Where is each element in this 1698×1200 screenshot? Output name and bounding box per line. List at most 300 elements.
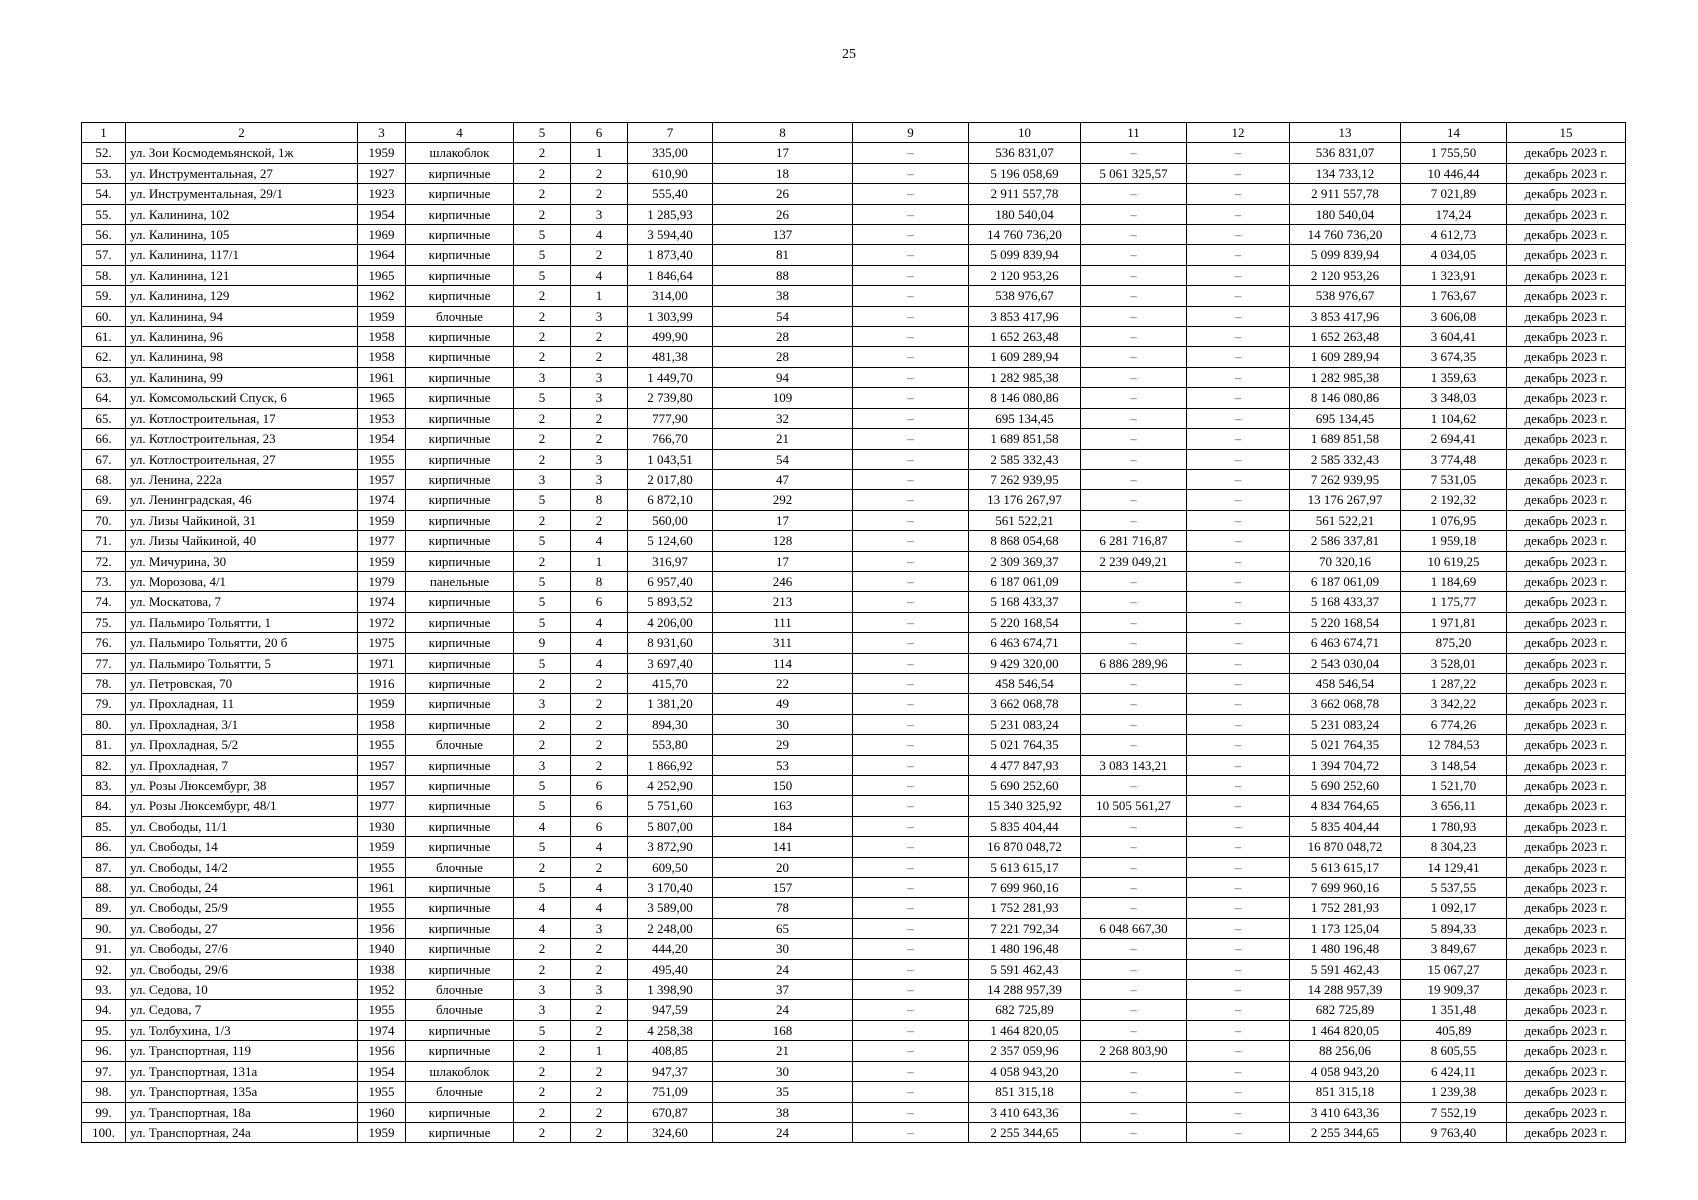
table-cell: кирпичные	[406, 551, 514, 571]
table-cell: декабрь 2023 г.	[1507, 163, 1626, 183]
table-cell: ул. Пальмиро Тольятти, 1	[126, 612, 358, 632]
table-cell: 495,40	[628, 959, 713, 979]
table-cell: 6 774,26	[1401, 714, 1507, 734]
table-cell: декабрь 2023 г.	[1507, 878, 1626, 898]
table-cell: 5 220 168,54	[1290, 612, 1401, 632]
table-cell: –	[853, 755, 969, 775]
table-cell: 19 909,37	[1401, 980, 1507, 1000]
table-cell: 1 394 704,72	[1290, 755, 1401, 775]
table-cell: 1957	[358, 469, 406, 489]
table-cell: 5	[514, 571, 571, 591]
table-cell: –	[1081, 694, 1187, 714]
table-cell: кирпичные	[406, 1122, 514, 1142]
table-cell: –	[853, 449, 969, 469]
table-cell: –	[1187, 1020, 1290, 1040]
table-cell: –	[853, 1102, 969, 1122]
table-cell: 2	[571, 408, 628, 428]
table-cell: 1956	[358, 918, 406, 938]
table-cell: 2	[514, 1061, 571, 1081]
table-cell: 134 733,12	[1290, 163, 1401, 183]
table-cell: –	[1187, 225, 1290, 245]
table-cell: –	[853, 265, 969, 285]
table-cell: 64.	[82, 388, 126, 408]
table-cell: 1 104,62	[1401, 408, 1507, 428]
table-cell: –	[853, 327, 969, 347]
table-cell: 3 697,40	[628, 653, 713, 673]
column-header: 12	[1187, 123, 1290, 143]
table-cell: 335,00	[628, 143, 713, 163]
table-cell: 87.	[82, 857, 126, 877]
table-cell: 1	[571, 551, 628, 571]
housing-table	[81, 122, 1626, 1143]
table-cell: 3 083 143,21	[1081, 755, 1187, 775]
table-cell: 1	[571, 286, 628, 306]
table-cell: 5	[514, 531, 571, 551]
table-cell: декабрь 2023 г.	[1507, 306, 1626, 326]
table-cell: ул. Прохладная, 7	[126, 755, 358, 775]
table-cell: 1 381,20	[628, 694, 713, 714]
table-cell: –	[853, 306, 969, 326]
table-cell: –	[1187, 1082, 1290, 1102]
table-cell: –	[1081, 225, 1187, 245]
table-cell: 2	[514, 1041, 571, 1061]
table-cell: –	[853, 1020, 969, 1040]
table-cell: 1 652 263,48	[1290, 327, 1401, 347]
table-cell: 26	[713, 204, 853, 224]
table-cell: 246	[713, 571, 853, 591]
table-row	[82, 1102, 1626, 1122]
table-cell: кирпичные	[406, 959, 514, 979]
table-cell: 5 124,60	[628, 531, 713, 551]
table-cell: 2	[571, 714, 628, 734]
table-cell: декабрь 2023 г.	[1507, 184, 1626, 204]
table-cell: 15 340 325,92	[969, 796, 1081, 816]
table-row	[82, 653, 1626, 673]
table-cell: –	[1187, 653, 1290, 673]
table-cell: –	[853, 490, 969, 510]
table-cell: 80.	[82, 714, 126, 734]
table-cell: 1927	[358, 163, 406, 183]
table-cell: ул. Инструментальная, 27	[126, 163, 358, 183]
table-cell: 30	[713, 714, 853, 734]
table-cell: 2	[514, 1102, 571, 1122]
table-cell: 1960	[358, 1102, 406, 1122]
table-cell: кирпичные	[406, 714, 514, 734]
table-cell: 3 410 643,36	[1290, 1102, 1401, 1122]
table-cell: 1 351,48	[1401, 1000, 1507, 1020]
table-cell: –	[853, 592, 969, 612]
table-cell: –	[1081, 347, 1187, 367]
table-cell: 1 780,93	[1401, 816, 1507, 836]
table-cell: 16 870 048,72	[969, 837, 1081, 857]
table-cell: 3 662 068,78	[1290, 694, 1401, 714]
table-cell: 5	[514, 490, 571, 510]
table-cell: кирпичные	[406, 531, 514, 551]
table-cell: –	[853, 633, 969, 653]
table-cell: 49	[713, 694, 853, 714]
table-cell: –	[853, 837, 969, 857]
table-cell: 86.	[82, 837, 126, 857]
table-cell: 16 870 048,72	[1290, 837, 1401, 857]
table-row	[82, 367, 1626, 387]
table-cell: 66.	[82, 429, 126, 449]
table-row	[82, 694, 1626, 714]
table-cell: 1971	[358, 653, 406, 673]
table-cell: 2 357 059,96	[969, 1041, 1081, 1061]
table-cell: 1952	[358, 980, 406, 1000]
table-cell: 4 058 943,20	[1290, 1061, 1401, 1081]
table-row	[82, 163, 1626, 183]
table-cell: кирпичные	[406, 490, 514, 510]
table-cell: ул. Свободы, 29/6	[126, 959, 358, 979]
table-cell: 78	[713, 898, 853, 918]
table-cell: кирпичные	[406, 694, 514, 714]
table-cell: кирпичные	[406, 286, 514, 306]
table-cell: ул. Свободы, 24	[126, 878, 358, 898]
table-cell: 6	[571, 776, 628, 796]
table-cell: 4	[514, 816, 571, 836]
table-cell: 4	[571, 225, 628, 245]
table-cell: 894,30	[628, 714, 713, 734]
table-cell: 1 866,92	[628, 755, 713, 775]
table-cell: –	[1187, 857, 1290, 877]
table-cell: 1923	[358, 184, 406, 204]
table-cell: –	[853, 510, 969, 530]
table-cell: 65	[713, 918, 853, 938]
table-cell: 1955	[358, 898, 406, 918]
table-cell: 26	[713, 184, 853, 204]
column-header: 15	[1507, 123, 1626, 143]
table-cell: 4 034,05	[1401, 245, 1507, 265]
table-cell: –	[1187, 755, 1290, 775]
table-row	[82, 918, 1626, 938]
table-cell: 2	[571, 694, 628, 714]
table-cell: 2 120 953,26	[1290, 265, 1401, 285]
table-cell: –	[1187, 429, 1290, 449]
table-cell: 5 099 839,94	[969, 245, 1081, 265]
table-cell: 1940	[358, 939, 406, 959]
table-cell: 8	[571, 490, 628, 510]
table-cell: –	[853, 653, 969, 673]
table-cell: 947,37	[628, 1061, 713, 1081]
table-cell: декабрь 2023 г.	[1507, 673, 1626, 693]
table-cell: 3 674,35	[1401, 347, 1507, 367]
table-cell: 6 187 061,09	[969, 571, 1081, 591]
table-cell: 2	[514, 449, 571, 469]
table-cell: –	[1081, 612, 1187, 632]
table-cell: 5	[514, 388, 571, 408]
table-row	[82, 408, 1626, 428]
table-cell: 311	[713, 633, 853, 653]
table-cell: 70 320,16	[1290, 551, 1401, 571]
table-cell: –	[1187, 694, 1290, 714]
table-cell: 128	[713, 531, 853, 551]
table-cell: 213	[713, 592, 853, 612]
table-cell: 38	[713, 286, 853, 306]
table-cell: декабрь 2023 г.	[1507, 592, 1626, 612]
table-cell: –	[1081, 959, 1187, 979]
table-cell: –	[1187, 449, 1290, 469]
table-cell: 56.	[82, 225, 126, 245]
table-cell: 1 323,91	[1401, 265, 1507, 285]
table-cell: кирпичные	[406, 1020, 514, 1040]
table-cell: блочные	[406, 857, 514, 877]
table-cell: 3 872,90	[628, 837, 713, 857]
table-cell: 2	[571, 1102, 628, 1122]
table-cell: –	[853, 1122, 969, 1142]
table-cell: декабрь 2023 г.	[1507, 265, 1626, 285]
table-cell: 1 873,40	[628, 245, 713, 265]
table-cell: 1 609 289,94	[969, 347, 1081, 367]
table-cell: ул. Седова, 10	[126, 980, 358, 1000]
table-cell: ул. Котлостроительная, 27	[126, 449, 358, 469]
table-cell: 2	[514, 857, 571, 877]
table-cell: 5 690 252,60	[1290, 776, 1401, 796]
column-header: 13	[1290, 123, 1401, 143]
table-cell: 3 594,40	[628, 225, 713, 245]
table-cell: –	[853, 878, 969, 898]
table-row	[82, 735, 1626, 755]
column-header: 5	[514, 123, 571, 143]
table-cell: –	[1187, 816, 1290, 836]
table-cell: 766,70	[628, 429, 713, 449]
table-cell: декабрь 2023 г.	[1507, 245, 1626, 265]
table-cell: 111	[713, 612, 853, 632]
table-cell: 1957	[358, 776, 406, 796]
table-cell: кирпичные	[406, 163, 514, 183]
table-cell: 5 835 404,44	[1290, 816, 1401, 836]
table-cell: 536 831,07	[1290, 143, 1401, 163]
table-cell: 751,09	[628, 1082, 713, 1102]
table-cell: 10 505 561,27	[1081, 796, 1187, 816]
table-cell: ул. Калинина, 105	[126, 225, 358, 245]
table-cell: 1958	[358, 347, 406, 367]
table-cell: 57.	[82, 245, 126, 265]
table-cell: 1953	[358, 408, 406, 428]
table-cell: 1956	[358, 1041, 406, 1061]
table-cell: 6 424,11	[1401, 1061, 1507, 1081]
table-cell: 2 911 557,78	[969, 184, 1081, 204]
table-cell: 76.	[82, 633, 126, 653]
table-cell: декабрь 2023 г.	[1507, 1020, 1626, 1040]
table-cell: 2	[514, 347, 571, 367]
table-cell: 1 449,70	[628, 367, 713, 387]
table-row	[82, 939, 1626, 959]
table-cell: –	[1081, 1122, 1187, 1142]
table-cell: кирпичные	[406, 184, 514, 204]
table-cell: 71.	[82, 531, 126, 551]
table-cell: 1916	[358, 673, 406, 693]
table-cell: –	[853, 388, 969, 408]
table-cell: декабрь 2023 г.	[1507, 225, 1626, 245]
table-cell: 2 120 953,26	[969, 265, 1081, 285]
table-cell: –	[1081, 449, 1187, 469]
table-cell: 1 521,70	[1401, 776, 1507, 796]
table-cell: –	[1187, 633, 1290, 653]
table-cell: 35	[713, 1082, 853, 1102]
table-cell: 2 268 803,90	[1081, 1041, 1187, 1061]
table-cell: 1965	[358, 265, 406, 285]
table-row	[82, 857, 1626, 877]
table-cell: декабрь 2023 г.	[1507, 816, 1626, 836]
table-cell: 1959	[358, 1122, 406, 1142]
table-cell: ул. Транспортная, 131а	[126, 1061, 358, 1081]
table-cell: ул. Котлостроительная, 17	[126, 408, 358, 428]
table-cell: 2	[514, 673, 571, 693]
table-cell: ул. Калинина, 94	[126, 306, 358, 326]
table-row	[82, 959, 1626, 979]
table-cell: 2	[514, 143, 571, 163]
table-cell: 4	[571, 898, 628, 918]
table-cell: 3	[571, 388, 628, 408]
table-cell: 8 931,60	[628, 633, 713, 653]
table-cell: 96.	[82, 1041, 126, 1061]
table-cell: 81	[713, 245, 853, 265]
table-cell: –	[1081, 776, 1187, 796]
table-cell: 1 184,69	[1401, 571, 1507, 591]
table-cell: 24	[713, 1122, 853, 1142]
table-cell: 13 176 267,97	[969, 490, 1081, 510]
table-cell: кирпичные	[406, 837, 514, 857]
table-cell: 3 170,40	[628, 878, 713, 898]
table-cell: декабрь 2023 г.	[1507, 1041, 1626, 1061]
table-cell: 18	[713, 163, 853, 183]
table-cell: –	[1081, 571, 1187, 591]
table-cell: 3 589,00	[628, 898, 713, 918]
table-cell: ул. Лизы Чайкиной, 40	[126, 531, 358, 551]
table-cell: 2 309 369,37	[969, 551, 1081, 571]
table-cell: –	[1081, 633, 1187, 653]
table-cell: 3 604,41	[1401, 327, 1507, 347]
column-header: 7	[628, 123, 713, 143]
table-cell: декабрь 2023 г.	[1507, 1000, 1626, 1020]
table-cell: декабрь 2023 г.	[1507, 531, 1626, 551]
table-cell: 1969	[358, 225, 406, 245]
table-cell: 10 619,25	[1401, 551, 1507, 571]
table-cell: 1930	[358, 816, 406, 836]
table-cell: 7 262 939,95	[969, 469, 1081, 489]
table-row	[82, 796, 1626, 816]
table-cell: –	[1187, 673, 1290, 693]
table-cell: ул. Москатова, 7	[126, 592, 358, 612]
table-cell: –	[1081, 735, 1187, 755]
table-cell: 682 725,89	[969, 1000, 1081, 1020]
table-cell: 2	[514, 939, 571, 959]
table-cell: 2 585 332,43	[1290, 449, 1401, 469]
table-cell: декабрь 2023 г.	[1507, 347, 1626, 367]
table-cell: –	[853, 245, 969, 265]
table-cell: –	[853, 959, 969, 979]
table-cell: 1965	[358, 388, 406, 408]
table-cell: 405,89	[1401, 1020, 1507, 1040]
table-cell: –	[853, 898, 969, 918]
table-cell: 6	[571, 816, 628, 836]
table-cell: –	[853, 918, 969, 938]
table-cell: –	[1081, 286, 1187, 306]
table-cell: 851 315,18	[1290, 1082, 1401, 1102]
table-cell: ул. Пальмиро Тольятти, 20 б	[126, 633, 358, 653]
table-cell: –	[853, 939, 969, 959]
table-cell: 17	[713, 143, 853, 163]
table-cell: 2	[514, 735, 571, 755]
table-cell: 74.	[82, 592, 126, 612]
table-cell: 2 017,80	[628, 469, 713, 489]
table-cell: декабрь 2023 г.	[1507, 143, 1626, 163]
table-cell: 555,40	[628, 184, 713, 204]
table-cell: 1962	[358, 286, 406, 306]
table-cell: блочные	[406, 306, 514, 326]
table-cell: 2	[514, 510, 571, 530]
table-cell: 1964	[358, 245, 406, 265]
table-cell: 4	[514, 898, 571, 918]
table-cell: 3	[571, 980, 628, 1000]
table-cell: 2 585 332,43	[969, 449, 1081, 469]
table-cell: –	[1187, 143, 1290, 163]
table-cell: 6 957,40	[628, 571, 713, 591]
table-cell: –	[853, 469, 969, 489]
table-cell: –	[1081, 245, 1187, 265]
table-cell: –	[1081, 204, 1187, 224]
table-row	[82, 469, 1626, 489]
table-cell: –	[1187, 1122, 1290, 1142]
table-cell: кирпичные	[406, 776, 514, 796]
table-cell: –	[853, 408, 969, 428]
table-cell: декабрь 2023 г.	[1507, 633, 1626, 653]
table-cell: 4	[571, 265, 628, 285]
table-cell: ул. Свободы, 27	[126, 918, 358, 938]
table-cell: декабрь 2023 г.	[1507, 367, 1626, 387]
table-cell: 1955	[358, 857, 406, 877]
table-cell: 3 774,48	[1401, 449, 1507, 469]
table-cell: 2	[571, 1122, 628, 1142]
table-cell: 3	[571, 367, 628, 387]
table-cell: 1	[571, 143, 628, 163]
table-cell: декабрь 2023 г.	[1507, 1102, 1626, 1122]
table-cell: –	[1187, 408, 1290, 428]
table-cell: 5 220 168,54	[969, 612, 1081, 632]
table-cell: –	[1081, 816, 1187, 836]
table-cell: 3 148,54	[1401, 755, 1507, 775]
table-row	[82, 449, 1626, 469]
table-cell: кирпичные	[406, 265, 514, 285]
table-cell: 9 429 320,00	[969, 653, 1081, 673]
table-cell: ул. Розы Люксембург, 48/1	[126, 796, 358, 816]
table-cell: 1979	[358, 571, 406, 591]
table-cell: 59.	[82, 286, 126, 306]
table-cell: 695 134,45	[969, 408, 1081, 428]
table-cell: 5	[514, 878, 571, 898]
table-cell: –	[853, 612, 969, 632]
table-cell: 7 699 960,16	[969, 878, 1081, 898]
table-cell: 4	[571, 633, 628, 653]
table-cell: –	[1187, 918, 1290, 938]
table-cell: –	[853, 286, 969, 306]
table-cell: 3 606,08	[1401, 306, 1507, 326]
table-cell: 5 231 083,24	[969, 714, 1081, 734]
table-cell: 3	[514, 1000, 571, 1020]
table-cell: 2	[571, 1082, 628, 1102]
table-cell: ул. Свободы, 27/6	[126, 939, 358, 959]
table-cell: кирпичные	[406, 796, 514, 816]
table-cell: –	[1081, 1020, 1187, 1040]
table-cell: декабрь 2023 г.	[1507, 204, 1626, 224]
table-cell: декабрь 2023 г.	[1507, 490, 1626, 510]
table-cell: 561 522,21	[1290, 510, 1401, 530]
table-cell: 2	[514, 959, 571, 979]
table-cell: 1955	[358, 1082, 406, 1102]
table-cell: 5	[514, 1020, 571, 1040]
table-cell: –	[853, 816, 969, 836]
